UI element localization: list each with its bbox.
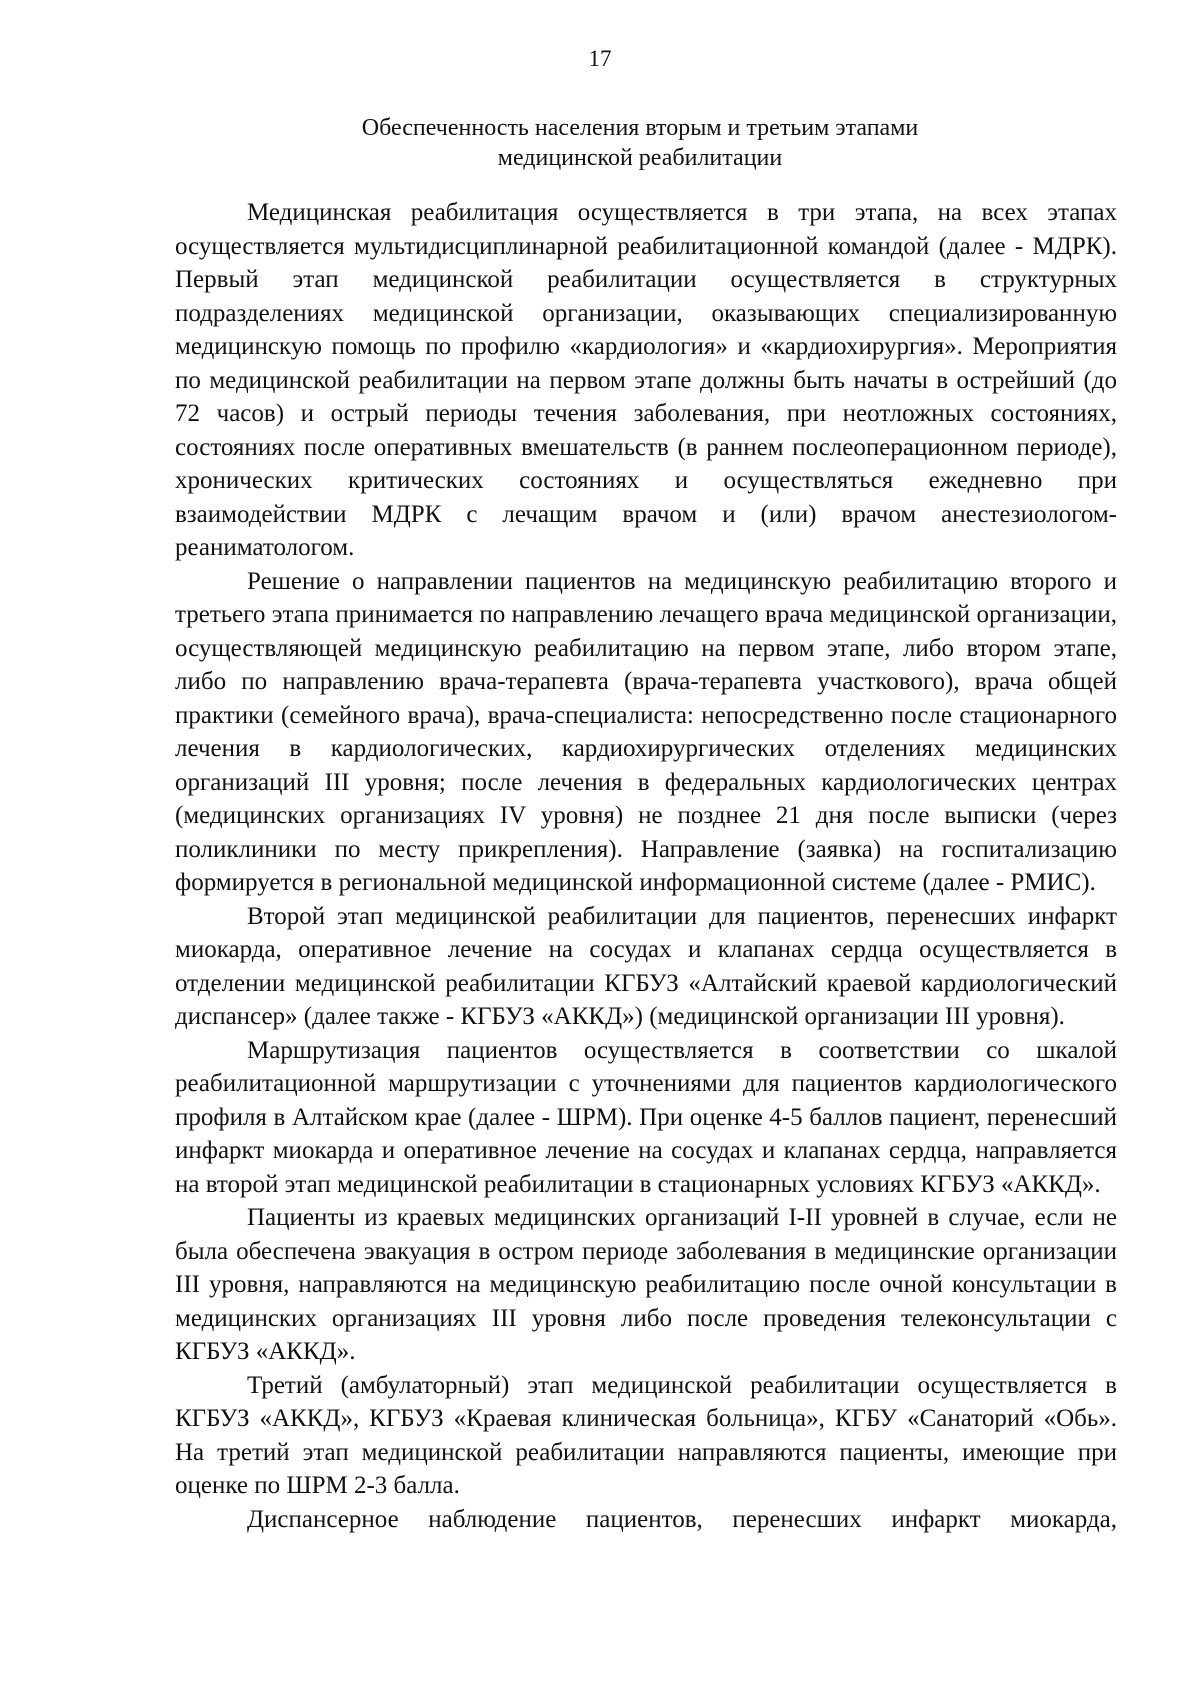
paragraph: Второй этап медицинской реабилитации для пациентов, перенесших инфаркт миокарда, оперативное лечение на сосудах и клапанах сердца осуществляется в отделении медицинской реабилитации КГБУЗ «Алтайский краевой кардиологический диспансер» (далее также - КГБУЗ «АККД») (медицинской организации III уровня). <box>175 902 1117 1030</box>
heading-line-1: Обеспеченность населения вторым и третьим этапами <box>361 115 919 141</box>
page-number: 17 <box>588 46 612 71</box>
paragraph: Решение о направлении пациентов на медицинскую реабилитацию второго и третьего этапа принимается по направлению лечащего врача медицинской организации, осуществляющей медицинскую реабилитацию на первом этапе, либо втором этапе, либо по направлению врача-терапевта (врача-терапевта участкового), врача общей практики (семейного врача), врача-специалиста: непосредственно после стационарного лечения в кардиологических, кардиохирургических отделениях медицинских организаций III уровня; после лечения в федеральных кардиологических центрах (медицинских организациях IV уровня) не позднее 21 дня после выписки (через поликлиники по месту прикрепления). Направление (заявка) на госпитализацию формируется в региональной медицинской информационной системе (далее - РМИС). <box>175 567 1117 896</box>
body-text <box>175 196 1117 1536</box>
paragraph: Третий (амбулаторный) этап медицинской реабилитации осуществляется в КГБУЗ «АККД», КГБУЗ «Краевая клиническая больница», КГБУ «Санаторий «Обь». На третий этап медицинской реабилитации направляются пациенты, имеющие при оценке по ШРМ 2-3 балла. <box>175 1371 1117 1499</box>
section-heading <box>250 113 1030 173</box>
paragraph: Пациенты из краевых медицинских организаций I-II уровней в случае, если не была обеспечена эвакуация в остром периоде заболевания в медицинские организации III уровня, направляются на медицинскую реабилитацию после очной консультации в медицинских организациях III уровня либо после проведения телеконсультации с КГБУЗ «АККД». <box>175 1204 1117 1365</box>
paragraph: Маршрутизация пациентов осуществляется в соответствии со шкалой реабилитационной маршрутизации с уточнениями для пациентов кардиологического профиля в Алтайском крае (далее - ШРМ). При оценке 4-5 баллов пациент, перенесший инфаркт миокарда и оперативное лечение на сосудах и клапанах сердца, направляется на второй этап медицинской реабилитации в стационарных условиях КГБУЗ «АККД». <box>175 1036 1117 1198</box>
heading-line-2: медицинской реабилитации <box>497 145 783 171</box>
paragraph: Медицинская реабилитация осуществляется в три этапа, на всех этапах осуществляется мультидисциплинарной реабилитационной командой (далее - МДРК). Первый этап медицинской реабилитации осуществляется в структурных подразделениях медицинской организации, оказывающих специализированную медицинскую помощь по профилю «кардиология» и «кардиохирургия». Мероприятия по медицинской реабилитации на первом этапе должны быть начаты в острейший (до 72 часов) и острый периоды течения заболевания, при неотложных состояниях, состояниях после оперативных вмешательств (в раннем послеоперационном периоде), хронических критических состояниях и осуществляться ежедневно при взаимодействии МДРК с лечащим врачом и (или) врачом анестезиологом-реаниматологом. <box>175 199 1117 561</box>
paragraph: Диспансерное наблюдение пациентов, перенесших инфаркт миокарда, <box>247 1505 1117 1533</box>
